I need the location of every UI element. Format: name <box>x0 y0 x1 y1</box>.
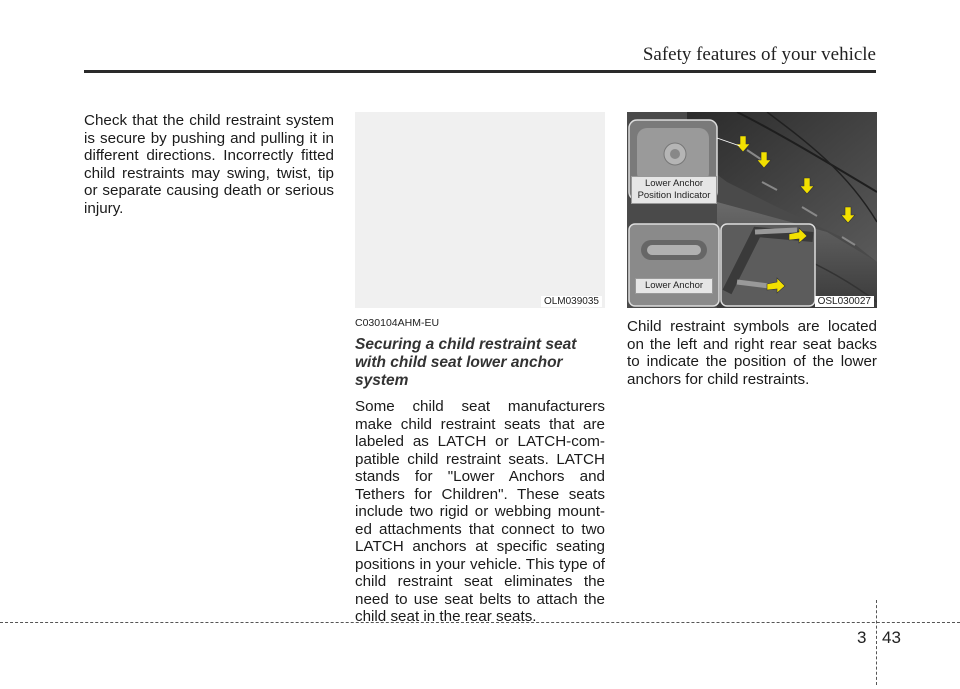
callout-position-indicator: Lower Anchor Position Indicator <box>631 176 717 204</box>
header-rule <box>84 70 876 73</box>
footer-rule <box>0 622 960 623</box>
figure-code: OSL030027 <box>815 296 874 307</box>
page-number: 43 <box>882 628 901 647</box>
figure-blank-placeholder <box>355 112 605 308</box>
chapter-number: 3 <box>857 628 867 647</box>
running-header: Safety features of your vehicle <box>642 44 876 65</box>
column-anchor-figure <box>627 112 877 388</box>
section-title: Securing a child restraint seat with child seat lower anchor system <box>355 336 577 389</box>
column-latch-description <box>355 112 605 626</box>
anchor-symbols-paragraph: Child restraint symbols are located on the left and right rear seat backs to indicate the position of the lower anchors for child restraints. <box>627 318 877 388</box>
figure-code: OLM039035 <box>541 296 602 307</box>
intro-paragraph: Check that the child restraint system is secure by pushing and pulling it in different directions. Incorrectly fitted child restraints may swing, twist, tip or separate causing death or serious injury. <box>84 112 334 217</box>
section-code: C030104AHM-EU <box>355 317 440 329</box>
latch-paragraph: Some child seat manufacturers make child restraint seats that are labeled as LATCH or LATCH-com-patible child restraint seats. LATCH stands for "Lower Anchors and Tethers for Children". These seats include two rigid or webbing mount-ed attachments that connect to two LATCH anchors at specific seating positions in your vehicle. This type of child restraint seat eliminates the need to use seat belts to attach the child seat in the rear seats. <box>355 398 605 625</box>
page-number-separator <box>876 600 877 685</box>
callout-lower-anchor: Lower Anchor <box>635 278 713 294</box>
figure-rear-seat-anchors <box>627 112 877 308</box>
